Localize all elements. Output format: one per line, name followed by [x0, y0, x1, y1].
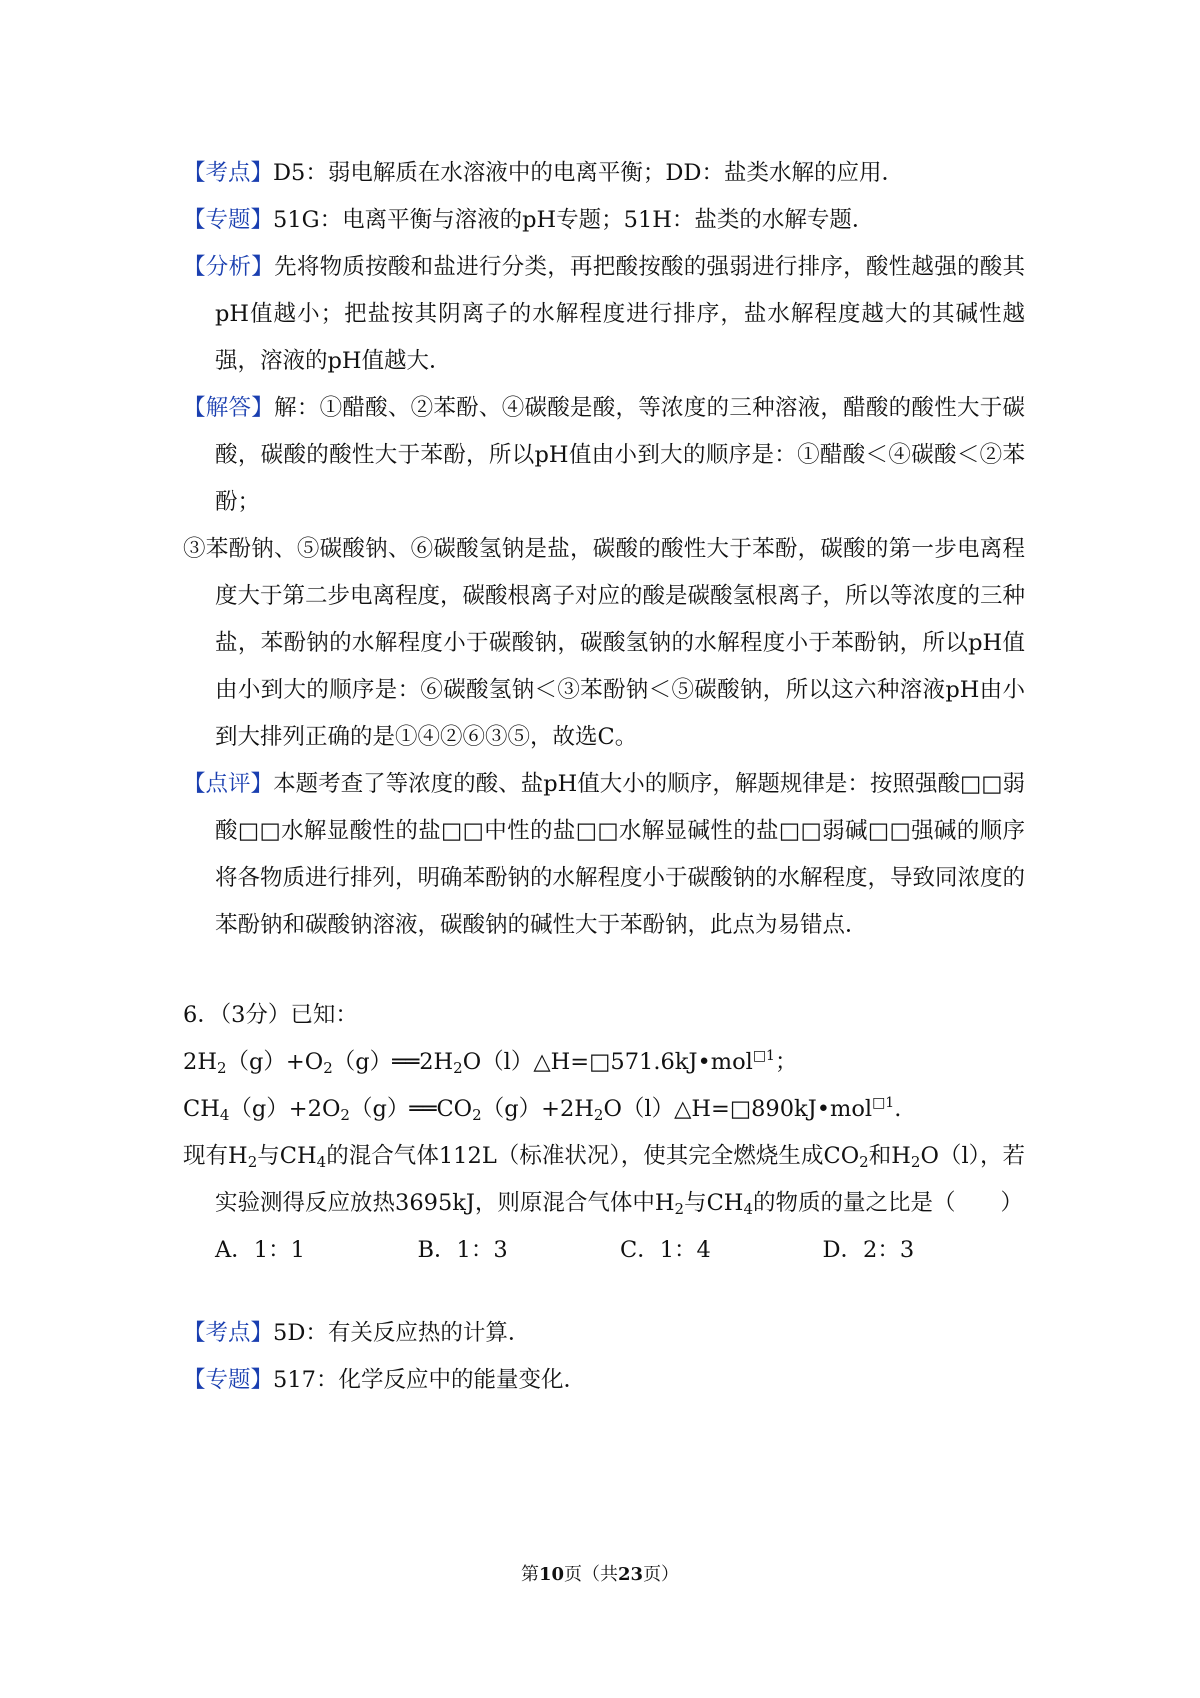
option-a: A．1：1 [215, 1237, 305, 1263]
eq1-part: （g）══2H [332, 1049, 454, 1075]
q6-subscript: 2 [910, 1153, 921, 1171]
q6-subscript: 2 [859, 1153, 869, 1171]
q6-kaodian [183, 1310, 1025, 1357]
dianping-text: 本题考查了等浓度的酸、盐pH值大小的顺序，解题规律是：按照强酸□□弱酸□□水解显酸性的盐□□中性的盐□□水解显碱性的盐□□弱碱□□强碱的顺序将各物质进行排列，明确苯酚钠的水解程度小于碳酸钠的水解程度，导致同浓度的苯酚钠和碳酸钠溶液，碳酸钠的碱性大于苯酚钠，此点为易错点． [215, 771, 1026, 938]
eq2-subscript: 2 [593, 1106, 604, 1124]
zhuanti-text: 517：化学反应中的能量变化． [273, 1367, 586, 1393]
eq2-superscript: □1 [872, 1095, 895, 1111]
zhuanti-tag: 【专题】 [183, 207, 274, 233]
eq2-part: . [894, 1096, 902, 1122]
q6-body-part: 的物质的量之比是（ ） [752, 1190, 1023, 1216]
option-b: B．1：3 [417, 1237, 508, 1263]
q6-stem-text: 6．（3分）已知： [183, 1002, 358, 1028]
kaodian-tag: 【考点】 [183, 160, 274, 186]
footer-text: 页） [643, 1564, 680, 1585]
q5-jieda-continued [183, 526, 1025, 761]
q6-zhuanti [183, 1357, 1025, 1404]
q6-equation-1 [183, 1039, 1025, 1086]
kaodian-text: 5D：有关反应热的计算． [273, 1320, 531, 1346]
q6-body-part: 现有H [183, 1143, 248, 1169]
eq1-part: 2H [183, 1049, 217, 1075]
q6-body-part: 和H [868, 1143, 911, 1169]
q6-subscript: 2 [247, 1153, 258, 1171]
q6-body-part: 与CH [257, 1143, 317, 1169]
zhuanti-text: 51G：电离平衡与溶液的pH专题；51H：盐类的水解专题． [273, 207, 875, 233]
q6-subscript: 2 [674, 1200, 685, 1218]
eq1-subscript: 2 [323, 1059, 333, 1077]
eq1-subscript: 2 [216, 1059, 227, 1077]
eq2-part: （g）══CO [349, 1096, 473, 1122]
q6-options [183, 1227, 1025, 1274]
q6-subscript: 4 [743, 1200, 753, 1218]
q6-body-part: O（l），若实验测得反应放热3695kJ，则原混合气体中H [215, 1143, 1025, 1216]
q5-dianping [183, 761, 1025, 949]
jieda-text-2: ③苯酚钠、⑤碳酸钠、⑥碳酸氢钠是盐，碳酸的酸性大于苯酚，碳酸的第一步电离程度大于第二步电离程度，碳酸根离子对应的酸是碳酸氢根离子，所以等浓度的三种盐，苯酚钠的水解程度小于碳酸钠，碳酸氢钠的水解程度小于苯酚钠，所以pH值由小到大的顺序是：⑥碳酸氢钠＜③苯酚钠＜⑤碳酸钠，所以这六种溶液pH由小到大排列正确的是①④②⑥③⑤，故选C。 [183, 536, 1026, 750]
eq2-part: O（l）△H=□890kJ•mol [603, 1096, 873, 1122]
page-content [183, 150, 1025, 1404]
eq2-subscript: 2 [472, 1106, 482, 1124]
jieda-text-1: 解：①醋酸、②苯酚、④碳酸是酸，等浓度的三种溶液，醋酸的酸性大于碳酸，碳酸的酸性大于苯酚，所以pH值由小到大的顺序是：①醋酸＜④碳酸＜②苯酚； [215, 395, 1025, 515]
eq2-part: CH [183, 1096, 220, 1122]
page-number: 10 [538, 1564, 564, 1585]
page-total: 23 [618, 1564, 644, 1585]
footer-text: 第 [520, 1564, 539, 1585]
eq2-subscript: 2 [340, 1106, 350, 1124]
footer-text: 页（共 [564, 1564, 618, 1585]
eq1-part: （g）+O [226, 1049, 324, 1075]
q6-equation-2 [183, 1086, 1025, 1133]
q6-body-part: 的混合气体112L（标准状况），使其完全燃烧生成CO [326, 1143, 860, 1169]
option-d: D．2：3 [822, 1237, 915, 1263]
dianping-tag: 【点评】 [183, 771, 274, 797]
eq2-part: （g）+2O [229, 1096, 341, 1122]
fenxi-text: 先将物质按酸和盐进行分类，再把酸按酸的强弱进行排序，酸性越强的酸其pH值越小；把盐按其阴离子的水解程度进行排序，盐水解程度越大的其碱性越强，溶液的pH值越大． [215, 254, 1025, 374]
jieda-tag: 【解答】 [183, 395, 275, 421]
q6-subscript: 4 [316, 1153, 327, 1171]
eq1-part: O（l）△H=□571.6kJ•mol [462, 1049, 753, 1075]
q5-jieda [183, 385, 1025, 526]
eq1-superscript: □1 [752, 1048, 775, 1064]
fenxi-tag: 【分析】 [183, 254, 275, 280]
eq1-subscript: 2 [453, 1059, 463, 1077]
eq2-subscript: 4 [219, 1106, 230, 1124]
q5-kaodian [183, 150, 1025, 197]
q5-fenxi [183, 244, 1025, 385]
eq1-part: ； [774, 1049, 798, 1075]
option-c: C．1：4 [620, 1237, 711, 1263]
section-gap [183, 1274, 1025, 1310]
eq2-part: （g）+2H [481, 1096, 594, 1122]
kaodian-tag: 【考点】 [183, 1320, 274, 1346]
section-gap [183, 949, 1025, 992]
page-footer [0, 1560, 1200, 1586]
q5-zhuanti [183, 197, 1025, 244]
q6-body-part: 与CH [684, 1190, 744, 1216]
q6-body [183, 1133, 1025, 1227]
zhuanti-tag: 【专题】 [183, 1367, 274, 1393]
q6-stem [183, 992, 1025, 1039]
kaodian-text: D5：弱电解质在水溶液中的电离平衡；DD：盐类水解的应用． [273, 160, 904, 186]
